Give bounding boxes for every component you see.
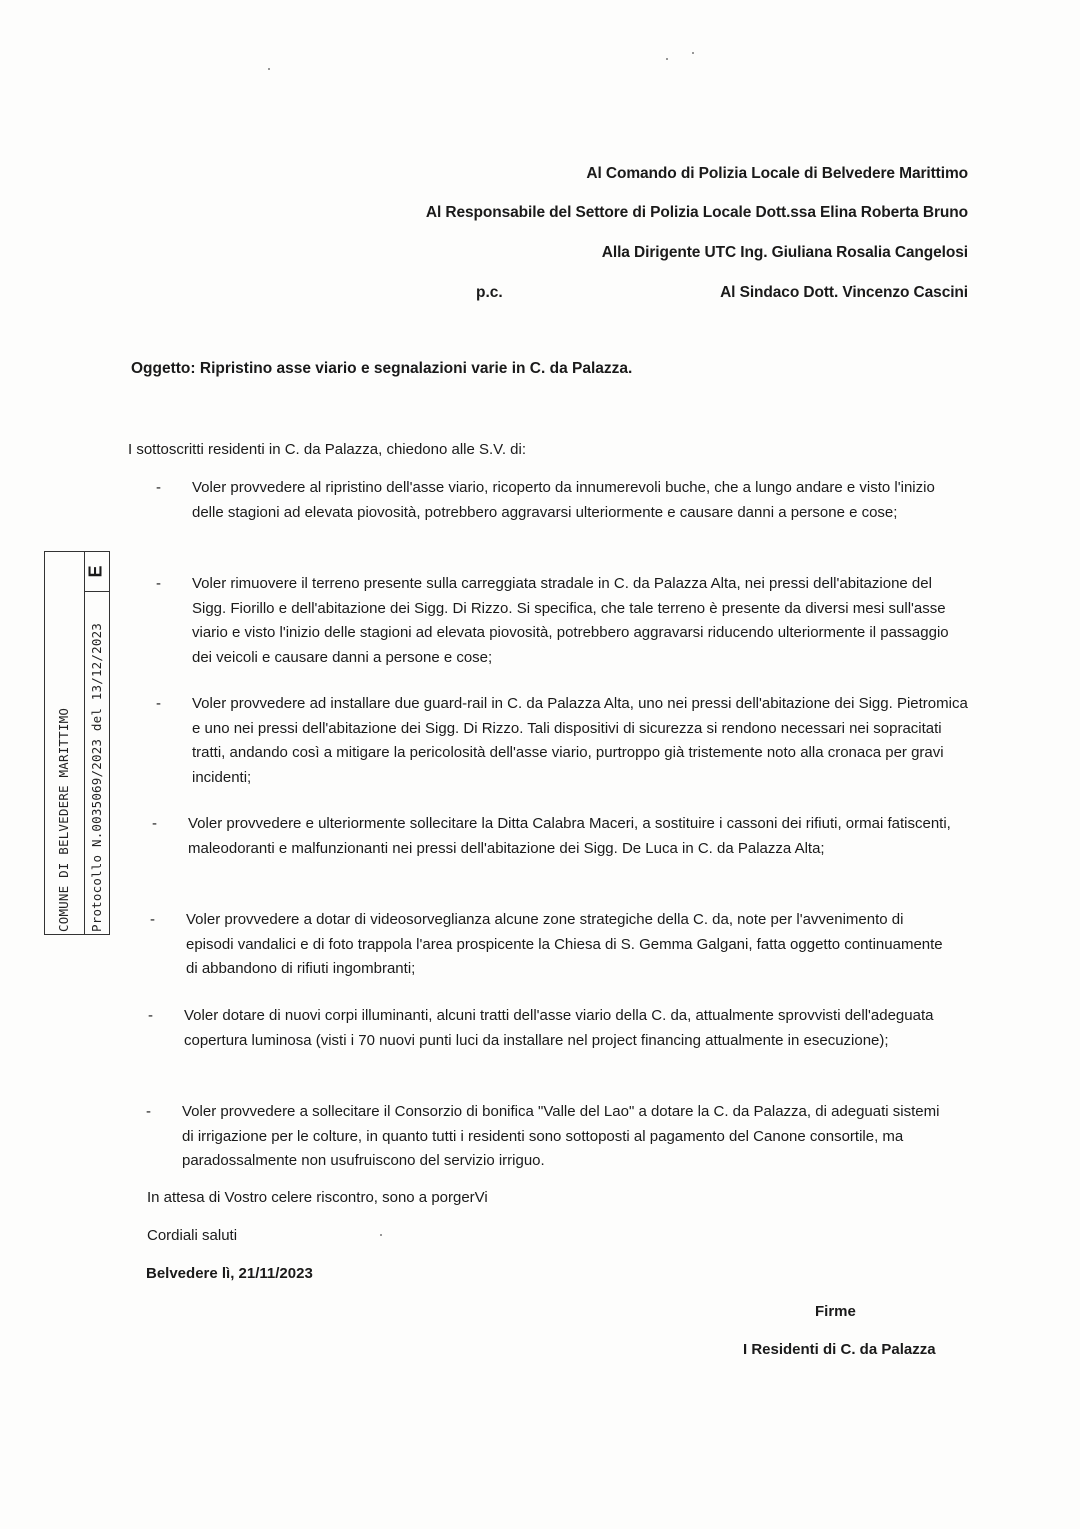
protocol-stamp bbox=[44, 551, 110, 935]
list-item bbox=[156, 476, 956, 525]
scan-speck bbox=[666, 58, 668, 60]
scan-speck bbox=[268, 68, 270, 70]
closing-text: In attesa di Vostro celere riscontro, sono a porgerVi bbox=[147, 1189, 488, 1206]
list-dash: - bbox=[150, 911, 155, 928]
scan-speck bbox=[380, 1234, 382, 1236]
list-item bbox=[156, 572, 956, 670]
list-dash: - bbox=[148, 1007, 153, 1024]
signatories: I Residenti di C. da Palazza bbox=[743, 1341, 936, 1358]
recipient-mayor: Al Sindaco Dott. Vincenzo Cascini bbox=[720, 284, 968, 301]
request-road-repair: Voler provvedere al ripristino dell'asse viario, ricoperto da innumerevoli buche, che a lungo andare e visto l'inizio delle stagioni ad elevata piovosità, potrebbero aggravarsi ulteriormente e causare danni a persone e cose; bbox=[192, 479, 935, 521]
subject-line: Oggetto: Ripristino asse viario e segnalazioni varie in C. da Palazza. bbox=[131, 360, 633, 377]
list-item bbox=[152, 812, 952, 861]
list-dash: - bbox=[156, 575, 161, 592]
stamp-divider bbox=[84, 552, 85, 934]
scan-speck bbox=[692, 52, 694, 54]
greeting-text: Cordiali saluti bbox=[147, 1227, 238, 1244]
pc-label: p.c. bbox=[476, 284, 503, 301]
stamp-letter: E bbox=[85, 565, 106, 578]
recipient-police-command: Al Comando di Polizia Locale di Belvedere Marittimo bbox=[586, 165, 968, 182]
request-street-lighting: Voler dotare di nuovi corpi illuminanti, alcuni tratti dell'asse viario della C. da, attualmente sprovvisti dell'adeguata copertura luminosa (visti i 70 nuovi punti luci da installare nel project financing attualmente in esecuzione); bbox=[184, 1007, 934, 1049]
request-irrigation: Voler provvedere a sollecitare il Consorzio di bonifica "Valle del Lao" a dotare la C. da Palazza, di adeguati sistemi di irrigazione per le colture, in quanto tutti i residenti sono sottoposti al pagamento del Canone consortile, ma paradossalmente non usufruiscono del servizio irriguo. bbox=[182, 1103, 940, 1169]
stamp-entity: COMUNE DI BELVEDERE MARITTIMO bbox=[56, 707, 71, 932]
request-waste-bins: Voler provvedere e ulteriormente sollecitare la Ditta Calabra Maceri, a sostituire i cassoni dei rifiuti, ormai fatiscenti, maleodoranti e malfunzionanti nei pressi dell'abitazione dei Sigg. De Luca in C. da Palazza Alta; bbox=[188, 815, 951, 857]
stamp-protocol: Protocollo N.0035069/2023 del 13/12/2023 bbox=[89, 622, 104, 932]
list-item bbox=[146, 1100, 946, 1174]
list-dash: - bbox=[146, 1103, 151, 1120]
recipient-police-manager: Al Responsabile del Settore di Polizia Locale Dott.ssa Elina Roberta Bruno bbox=[425, 204, 968, 221]
recipient-utc-director: Alla Dirigente UTC Ing. Giuliana Rosalia Cangelosi bbox=[601, 244, 968, 261]
intro-text: I sottoscritti residenti in C. da Palazza, chiedono alle S.V. di: bbox=[128, 441, 526, 458]
list-dash: - bbox=[152, 815, 157, 832]
stamp-letter-box bbox=[84, 552, 109, 592]
list-item bbox=[150, 908, 950, 982]
list-item bbox=[156, 692, 968, 790]
list-dash: - bbox=[156, 479, 161, 496]
place-date: Belvedere lì, 21/11/2023 bbox=[146, 1265, 313, 1282]
request-video-surveillance: Voler provvedere a dotar di videosorveglianza alcune zone strategiche della C. da, note per l'avvenimento di episodi vandalici e di foto trappola l'area prospicente la Chiesa di S. Gemma Galgani, fatta oggetto continuamente di abbandono di rifiuti ingombranti; bbox=[186, 911, 943, 977]
list-dash: - bbox=[156, 695, 161, 712]
list-item bbox=[148, 1004, 948, 1053]
signature-label: Firme bbox=[815, 1303, 856, 1320]
request-soil-removal: Voler rimuovere il terreno presente sulla carreggiata stradale in C. da Palazza Alta, nei pressi dell'abitazione del Sigg. Fiorillo e dell'abitazione dei Sigg. Di Rizzo. Si specifica, che tale terreno è presente da diversi mesi sull'asse viario e visto l'inizio delle stagioni ad elevata piovosità, potrebbero aggravarsi riducendo ulteriormente il passaggio dei veicoli e causare danni a persone e cose; bbox=[192, 575, 949, 666]
request-guard-rail: Voler provvedere ad installare due guard-rail in C. da Palazza Alta, uno nei pressi dell'abitazione dei Sigg. Pietromica e uno nei pressi dell'abitazione dei Sigg. Di Rizzo. Tali dispositivi di sicurezza si rendono necessari nei sopracitati tratti, andando così a mitigare la pericolosità dell'asse viario, purtroppo già tristemente noto alla cronaca per gravi incidenti; bbox=[192, 695, 968, 786]
